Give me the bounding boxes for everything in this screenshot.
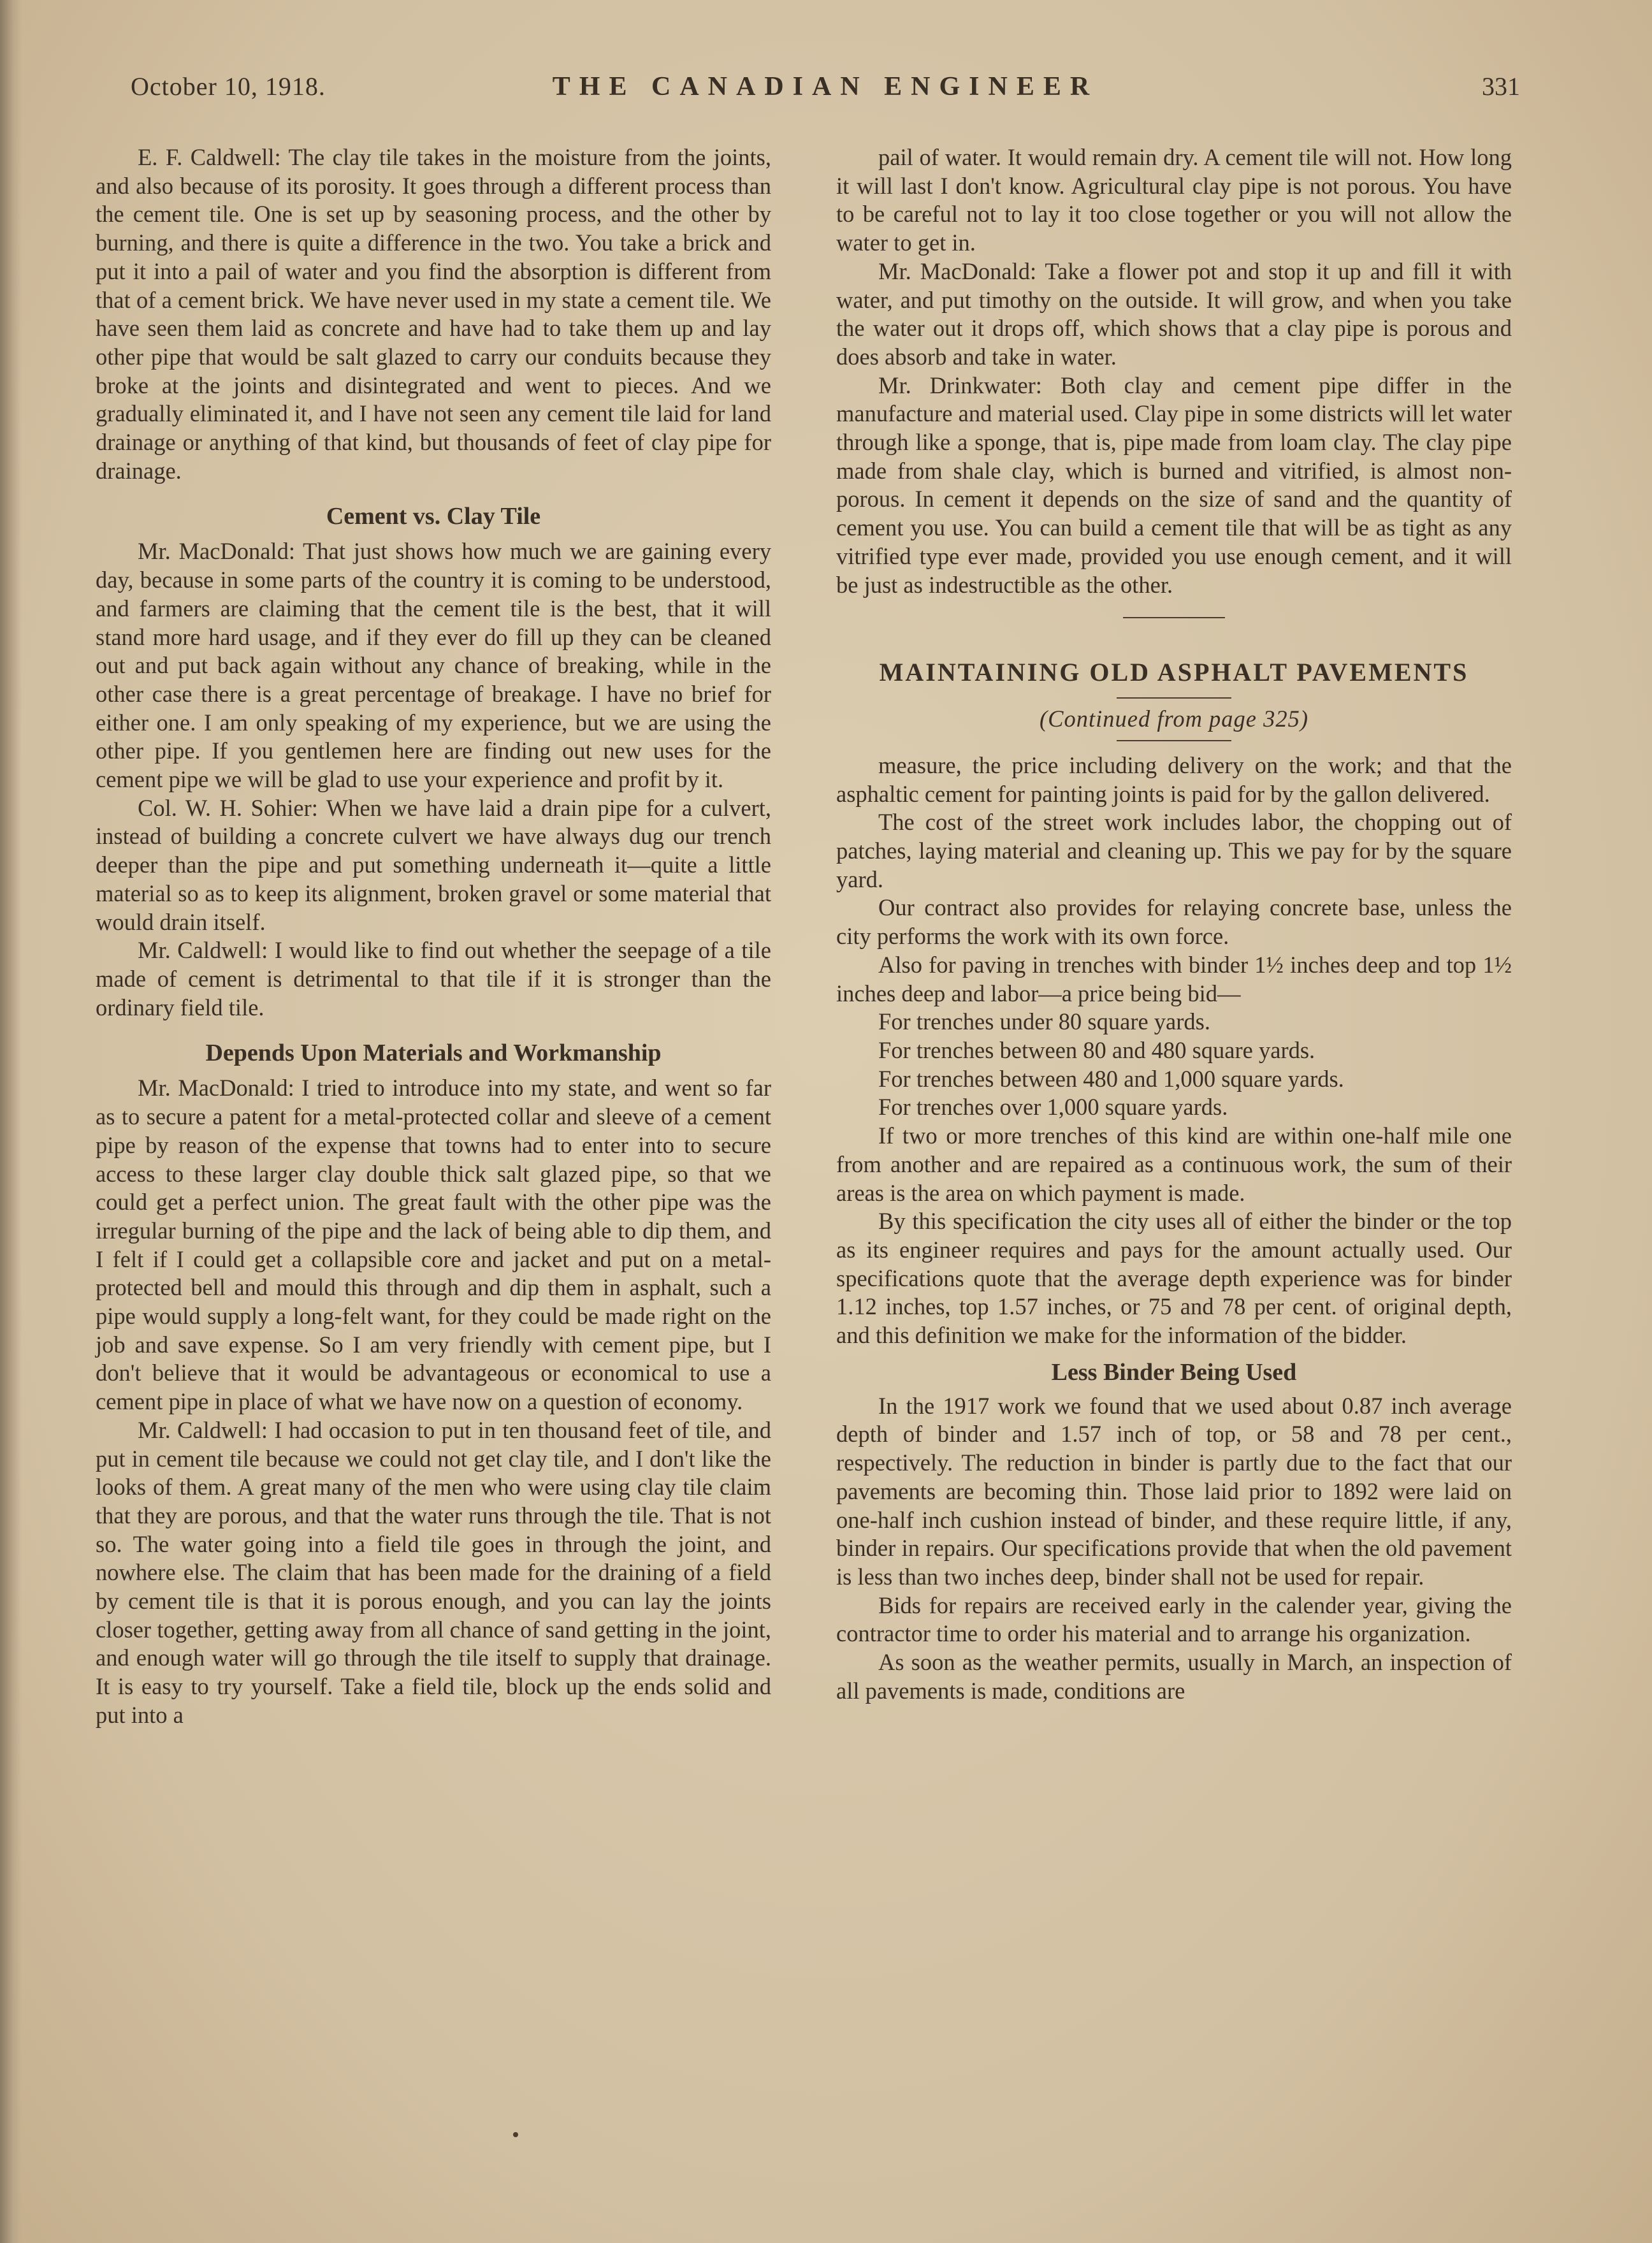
list-item: For trenches between 480 and 1,000 square yards. [878,1065,1344,1092]
left-column [96,143,771,1730]
section-heading: Cement vs. Clay Tile [326,503,541,530]
page-binding-edge [0,0,22,2243]
list-item: For trenches between 80 and 480 square yards. [878,1036,1315,1063]
continued-note: (Continued from page 325) [1039,706,1309,732]
paragraph: If two or more trenches of this kind are within one-half mile one from another and are repaired as a continuous work, the sum of their areas is the area on which payment is made. [836,1122,1512,1206]
list-item: For trenches over 1,000 square yards. [878,1094,1228,1121]
right-column [836,143,1512,1705]
paragraph: Also for paving in trenches with binder 1½ inches deep and top 1½ inches deep and labor—a price being bid— [836,951,1512,1006]
journal-title: THE CANADIAN ENGINEER [552,72,1099,101]
list-item: For trenches under 80 square yards. [878,1008,1210,1035]
paragraph: Mr. Caldwell: I would like to find out whether the seepage of a tile made of cement is detrimental to that tile if it is stronger than the ordinary field tile. [96,937,771,1020]
section-heading: Depends Upon Materials and Workmanship [205,1040,662,1067]
paragraph: Mr. MacDonald: That just shows how much we are gaining every day, because in some parts of the country it is coming to be understood, and farmers are claiming that the cement tile is the best, that it will stand more hard usage, and if they ever do fill up they can be cleaned out and put back again without any chance of breaking, while in the other case there is a great percentage of breakage. I have no brief for either one. I am only speaking of my experience, but we are using the other pipe. If you gentlemen here are finding out new uses for the cement pipe we will be glad to use your experience and profit by it. [96,538,771,793]
paragraph: Col. W. H. Sohier: When we have laid a drain pipe for a culvert, instead of building a concrete culvert we have always dug our trench deeper than the pipe and put something underneath it—quite a little material so as to keep its alignment, broken gravel or some material that would drain itself. [96,794,771,935]
paragraph: Mr. MacDonald: Take a flower pot and stop it up and fill it with water, and put timothy on the outside. It will grow, and when you take the water out it drops off, which shows that a clay pipe is porous and does absorb and take in water. [836,258,1512,370]
section-heading: Less Binder Being Used [1051,1358,1297,1386]
title-rule [1117,697,1231,699]
ink-speck [513,2132,518,2137]
article-title: MAINTAINING OLD ASPHALT PAVEMENTS [879,658,1469,687]
issue-date: October 10, 1918. [131,72,326,101]
page-number: 331 [1482,72,1520,101]
paragraph: Mr. Drinkwater: Both clay and cement pipe differ in the manufacture and material used. Clay pipe in some districts will let water through like a sponge, that is, pipe made from loam clay. The clay pipe made from shale clay, which is burned and vitrified, is almost non-porous. In cement it depends on the size of sand and the quantity of cement you use. You can build a cement tile that will be as tight as any vitrified type ever made, provided you use enough cement, and it will be just as indestructible as the other. [836,372,1512,598]
paragraph: Our contract also provides for relaying concrete base, unless the city performs the work with its own force. [836,894,1512,950]
article-separator [1123,617,1225,618]
paragraph: The cost of the street work includes labor, the chopping out of patches, laying material and cleaning up. This we pay for by the square yard. [836,809,1512,892]
paragraph: As soon as the weather permits, usually in March, an inspection of all pavements is made, conditions are [836,1649,1512,1704]
paragraph: By this specification the city uses all of either the binder or the top as its engineer requires and pays for the amount actually used. Our specifications quote that the average depth experience was for binder 1.12 inches, top 1.57 inches, or 75 and 78 per cent. of original depth, and this definition we make for the information of the bidder. [836,1208,1512,1349]
paragraph: E. F. Caldwell: The clay tile takes in the moisture from the joints, and also because of its porosity. It goes through a different process than the cement tile. One is set up by seasoning process, and the other by burning, and there is quite a difference in the two. You take a brick and put it into a pail of water and you find the absorption is different from that of a cement brick. We have never used in my state a cement tile. We have seen them laid as concrete and have had to take them up and lay other pipe that would be salt glazed to carry our conduits because they broke at the joints and disintegrated and went to pieces. And we gradually eliminated it, and I have not seen any cement tile laid for land drainage or anything of that kind, but thousands of feet of clay pipe for drainage. [96,144,771,484]
paragraph: Mr. MacDonald: I tried to introduce into my state, and went so far as to secure a patent for a metal-protected collar and sleeve of a cement pipe by reason of the expense that towns had to enter into to secure access to these larger clay double thick salt glazed pipe, so that we could get a perfect union. The great fault with the other pipe was the irregular burning of the pipe and the lack of being able to dip them, and I felt if I could get a collapsible core and jacket and put on a metal-protected bell and mould this through and dip them in asphalt, such a pipe would supply a long-felt want, for they could be made right on the job and save expense. So I am very friendly with cement pipe, but I don't believe that it would be advantageous or economical to use a cement pipe in place of what we have now on a question of economy. [96,1075,771,1415]
paragraph: measure, the price including delivery on the work; and that the asphaltic cement for painting joints is paid for by the gallon delivered. [836,751,1512,807]
paragraph: Mr. Caldwell: I had occasion to put in ten thousand feet of tile, and put in cement tile because we could not get clay tile, and I don't like the looks of them. A great many of the men who were using clay tile claim that they are porous, and that the water runs through the tile. That is not so. The water going into a field tile goes in through the joint, and nowhere else. The claim that has been made for the draining of a field by cement tile is that it is porous enough, and you can lay the joints closer together, getting away from all chance of sand getting in the joint, and enough water will go through the tile itself to supply that drainage. It is easy to try yourself. Take a field tile, block up the ends solid and put into a [96,1416,771,1728]
paragraph: Bids for repairs are received early in the calender year, giving the contractor time to order his material and to arrange his organization. [836,1592,1512,1647]
page-header [131,71,1520,110]
title-rule [1117,740,1231,741]
trench-list [836,1008,1512,1122]
paragraph: In the 1917 work we found that we used about 0.87 inch average depth of binder and 1.57 inch of top, or 58 and 78 per cent., respectively. The reduction in binder is partly due to the fact that our pavements are becoming thin. Those laid prior to 1892 were laid on one-half inch cushion instead of binder, and these require little, if any, binder in repairs. Our specifications provide that when the old pavement is less than two inches deep, binder shall not be used for repair. [836,1392,1512,1590]
paragraph: pail of water. It would remain dry. A cement tile will not. How long it will last I don't know. Agricultural clay pipe is not porous. You have to be careful not to lay it too close together or you will not allow the water to get in. [836,144,1512,256]
